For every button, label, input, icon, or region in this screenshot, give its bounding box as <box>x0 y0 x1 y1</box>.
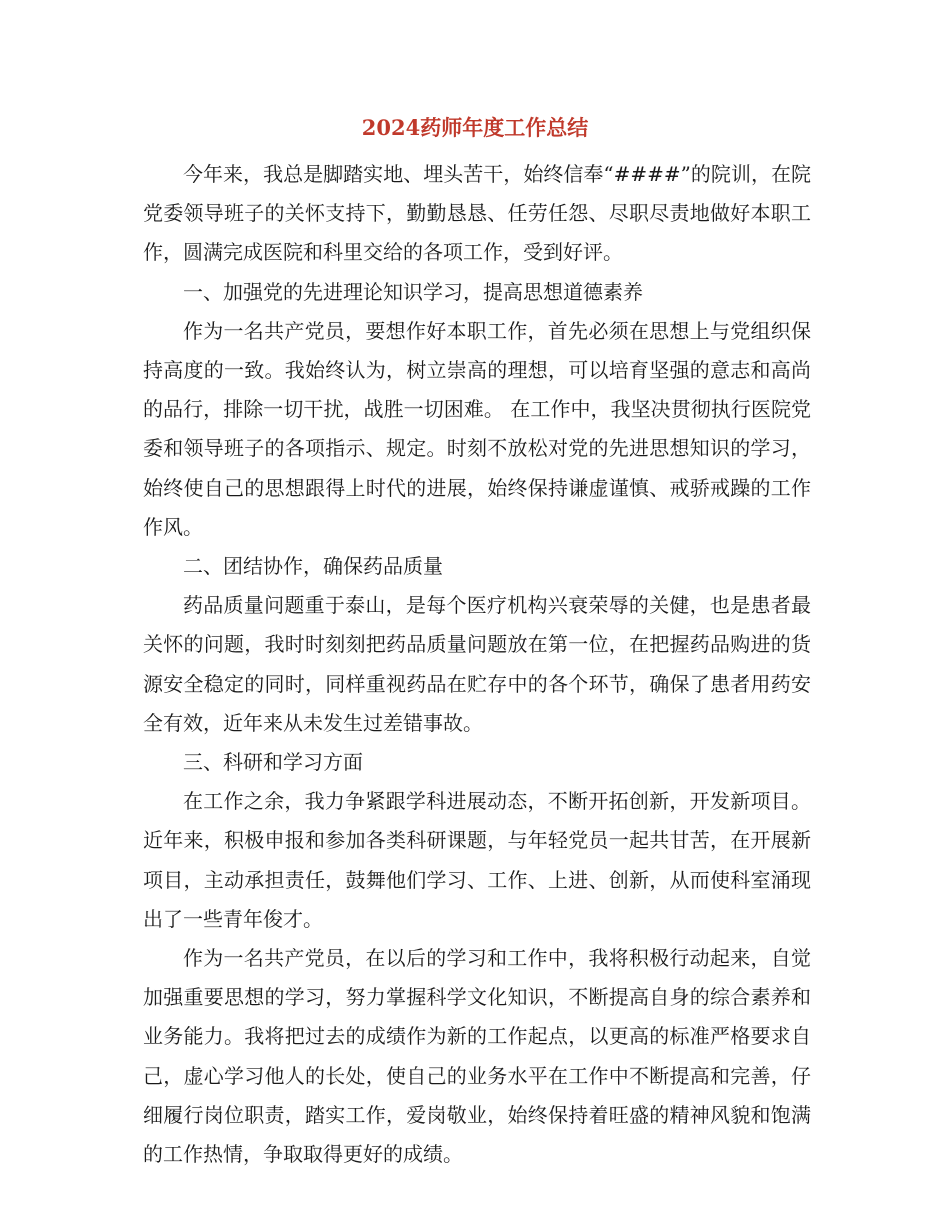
section-heading-2: 二、团结协作，确保药品质量 <box>183 554 443 579</box>
document-title: 2024药师年度工作总结 <box>361 115 589 140</box>
section-heading-3: 三、科研和学习方面 <box>183 750 363 775</box>
section-1-paragraph: 作为一名共产党员，要想作好本职工作，首先必须在思想上与党组织保持高度的一致。我始终认为，树立崇高的理想，可以培育坚强的意志和高尚的品行，排除一切干扰，战胜一切困难。 在工作中，我坚决贯彻执行医院党委和领导班子的各项指示、规定。时刻不放松对党的先进思想知识的学习，始终使自己的思想跟得上时代的进展，始终保持谦虚谨慎、戒骄戒躁的工作作风。 <box>143 318 811 539</box>
document-body <box>143 155 811 1174</box>
intro-paragraph: 今年来，我总是脚踏实地、埋头苦干，始终信奉“####”的院训，在院党委领导班子的关怀支持下，勤勤恳恳、任劳任怨、尽职尽责地做好本职工作，圆满完成医院和科里交给的各项工作，受到好评。 <box>143 162 811 265</box>
section-3-paragraph: 在工作之余，我力争紧跟学科进展动态，不断开拓创新，开发新项目。近年来，积极申报和参加各类科研课题，与年轻党员一起共甘苦，在开展新项目，主动承担责任，鼓舞他们学习、工作、上进、创新，从而使科室涌现出了一些青年俊才。 <box>143 789 811 931</box>
section-heading-1: 一、加强党的先进理论知识学习，提高思想道德素养 <box>183 279 643 304</box>
closing-paragraph: 作为一名共产党员，在以后的学习和工作中，我将积极行动起来，自觉加强重要思想的学习，努力掌握科学文化知识，不断提高自身的综合素养和业务能力。我将把过去的成绩作为新的工作起点，以更高的标准严格要求自己，虚心学习他人的长处，使自己的业务水平在工作中不断提高和完善，仔细履行岗位职责，踏实工作，爱岗敬业，始终保持着旺盛的精神风貌和饱满的工作热情，争取取得更好的成绩。 <box>143 946 811 1167</box>
section-2-paragraph: 药品质量问题重于泰山，是每个医疗机构兴衰荣辱的关健，也是患者最关怀的问题，我时时刻刻把药品质量问题放在第一位，在把握药品购进的货源安全稳定的同时，同样重视药品在贮存中的各个环节，确保了患者用药安全有效，近年来从未发生过差错事故。 <box>143 593 811 735</box>
